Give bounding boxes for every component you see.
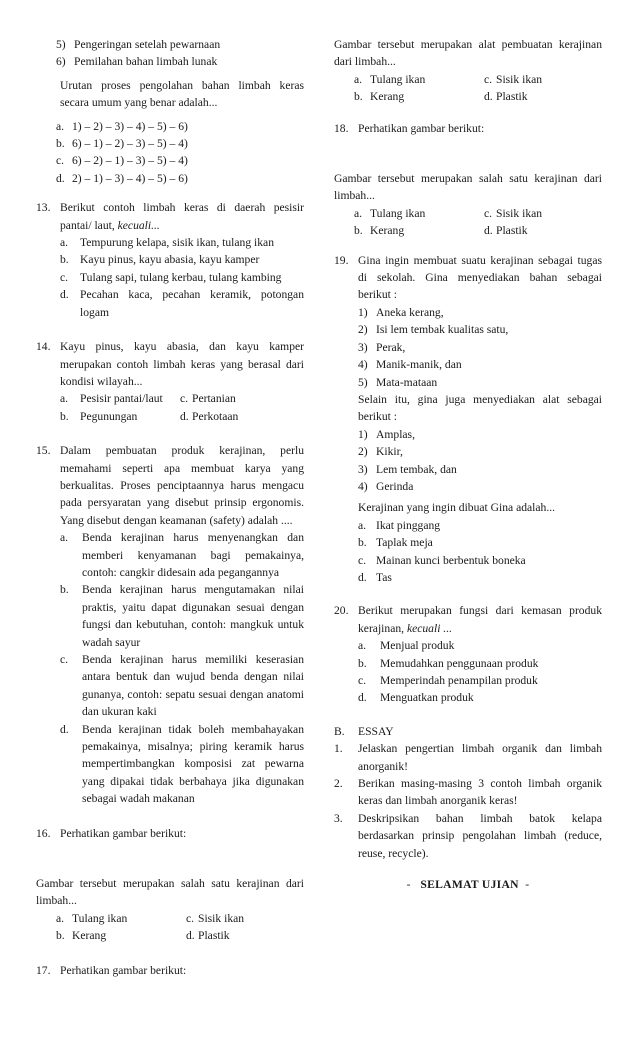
option-label: b. [354,90,363,104]
stem-text: Berikut merupakan fungsi dari kemasan produk kerajinan, [358,604,602,635]
option-label: c. [60,270,69,284]
option-label: b. [60,583,69,597]
option-text: Kerang [370,90,405,104]
option [56,152,304,169]
section-title: ESSAY [358,724,394,738]
essay-number: 2. [334,777,343,791]
option-label: d. [358,570,367,584]
list-number: 4) [358,358,368,372]
option-text: Tempurung kelapa, sisik ikan, tulang ikan [80,236,274,250]
essay-text: Jelaskan pengertian limbah organik dan limbah anorganik! [358,742,602,773]
option [56,927,186,944]
essay-number: 3. [334,811,343,825]
question-prompt: Kerajinan yang ingin dibuat Gina adalah... [358,501,556,515]
option [56,910,186,927]
option-label: a. [60,392,69,406]
option-label: b. [60,253,69,267]
question-number: 13. [36,201,51,215]
question-14 [36,338,304,425]
question-stem [358,602,602,637]
option [484,205,542,222]
option-label: a. [358,518,367,532]
list-number: 1) [358,427,368,441]
list-number: 3) [358,340,368,354]
option [60,390,180,407]
option-label: d. [484,90,493,104]
question-followup: Gambar tersebut merupakan salah satu kerajinan dari limbah... [36,877,304,908]
option-label: a. [354,72,363,86]
list-number: 3) [358,462,368,476]
option-row [354,205,602,222]
option-label: a. [60,531,69,545]
option [60,234,304,251]
essay-text: Berikan masing-masing 3 contoh limbah organik keras dan limbah anorganik keras! [358,777,602,808]
option-label: b. [56,929,65,943]
essay-section [334,723,602,862]
list-text: Perak, [376,340,406,354]
image-placeholder [36,842,304,875]
essay-item [334,810,602,862]
option [484,71,542,88]
option-row [56,927,304,944]
question-number: 18. [334,121,349,135]
option [56,170,304,187]
option-text: Tulang ikan [72,911,128,925]
question-number: 20. [334,604,349,618]
option-text: Menjual produk [380,639,455,653]
option-label: d. [186,929,195,943]
option-row [60,390,304,407]
stem-italic: kecuali ... [406,621,453,635]
closing-message: SELAMAT UJIAN [420,878,519,892]
essay-number: 1. [334,742,343,756]
essay-heading [334,723,602,740]
list-item [358,304,602,321]
step-number: 6) [56,55,66,69]
option-text: Pecahan kaca, pecahan keramik, potongan logam [80,288,304,319]
option-label: b. [358,536,367,550]
question-followup: Gambar tersebut merupakan salah satu kerajinan dari limbah... [334,172,602,203]
question-mid-text: Selain itu, gina juga menyediakan alat sebagai berikut : [358,392,602,424]
question-13 [36,199,304,321]
stem-italic: kecuali... [117,218,160,232]
option-text: Kerang [72,929,107,943]
question-number: 16. [36,826,51,840]
question-stem [60,199,304,234]
option [60,529,304,581]
list-item [358,339,602,356]
list-number: 4) [358,479,368,493]
option-text: Kerang [370,224,405,238]
option [180,408,238,425]
option [354,71,484,88]
option [354,205,484,222]
option-text: Pertanian [192,392,236,406]
step-text: Pengeringan setelah pewarnaan [74,38,221,51]
option-label: c. [180,392,189,406]
option-label: c. [358,674,367,687]
option-label: c. [186,911,195,925]
q17-followup: Gambar tersebut merupakan alat pembuatan kerajinan dari limbah... [334,38,602,69]
previous-steps-list [36,36,304,71]
option [358,655,602,672]
list-item [358,356,602,373]
list-number: 2) [358,445,368,459]
option [60,581,304,651]
option-text: Taplak meja [376,536,433,550]
list-number: 2) [358,323,368,337]
option [358,552,602,569]
option-text: Perkotaan [192,409,239,423]
option [56,118,304,135]
option-row [354,88,602,105]
question-stem: Perhatikan gambar berikut: [358,121,485,135]
question-16 [36,825,304,945]
option-label: b. [358,656,367,670]
option [358,689,602,706]
list-text: Amplas, [376,427,415,441]
list-text: Isi lem tembak kualitas satu, [376,323,509,337]
option [60,286,304,321]
option [358,672,602,689]
list-text: Lem tembak, dan [376,462,457,476]
list-item [358,478,602,495]
essay-item [334,775,602,810]
option [354,88,484,105]
question-stem: Gina ingin membuat suatu kerajinan sebagai tugas di sekolah. Gina menyediakan bahan sebagai berikut : [358,253,602,302]
essay-text: Deskripsikan bahan limbah batok kelapa berdasarkan prinsip pengolahan limbah (reduce, reuse, recycle). [358,811,602,860]
option-text: Memperindah penampilan produk [380,674,538,687]
question-number: 19. [334,253,349,267]
option-text: Sisik ikan [198,911,245,925]
option-label: a. [358,639,367,653]
section-label: B. [334,724,345,738]
question-stem: Perhatikan gambar berikut: [60,826,187,840]
option [60,408,180,425]
option-label: c. [56,154,65,168]
option [60,251,304,268]
option-text: Benda kerajinan tidak boleh membahayakan pemakainya, misalnya; piring keramik harus mempertimbangkan komposisi zat pewarna yang dipakai tidak berbahaya jika digunakan sebagai wadah makanan [82,722,304,806]
option-label: d. [180,409,189,423]
option-row [60,408,304,425]
option-label: a. [56,119,65,133]
option-label: a. [60,236,69,250]
option-text: Tas [376,570,392,584]
option-text: Memudahkan penggunaan produk [380,656,539,670]
option-label: d. [484,224,493,238]
option [358,569,602,586]
q12-options [36,118,304,188]
right-column [334,36,602,893]
question-number: 17. [36,963,51,977]
question-number: 14. [36,340,51,354]
option-text: Benda kerajinan harus mengutamakan nilai praktis, yaitu dapat digunakan sesuai dengan fungsi dan kebutuhan, contoh: mangkuk untuk wadah sayur [82,583,304,649]
list-item [358,426,602,443]
option-label: b. [56,137,65,151]
option-label: d. [56,171,65,185]
option-text: Tulang ikan [370,206,426,220]
option-text: 1) – 2) – 3) – 4) – 5) – 6) [72,119,188,133]
option [186,910,244,927]
option-text: Sisik ikan [496,206,543,220]
option-text: Menguatkan produk [380,691,474,705]
option-text: Pesisir pantai/laut [80,392,163,406]
stem-text: Berikut contoh limbah keras di daerah pesisir pantai/ laut, [60,201,304,232]
step-item [56,36,304,53]
option [358,534,602,551]
step-item [56,53,304,70]
option [186,927,230,944]
dash: - [525,878,530,892]
option [358,517,602,534]
step-text: Pemilahan bahan limbah lunak [74,55,218,69]
question-18 [334,120,602,240]
option-label: d. [60,288,69,302]
option-label: c. [358,553,367,567]
question-stem: Perhatikan gambar berikut: [60,963,187,977]
option-text: 6) – 2) – 1) – 3) – 5) – 4) [72,154,188,168]
option [484,222,528,239]
option-text: Mainan kunci berbentuk boneka [376,553,526,567]
list-item [358,321,602,338]
option-text: 2) – 1) – 3) – 4) – 5) – 6) [72,171,188,185]
option [60,651,304,721]
question-number: 15. [36,444,51,458]
option-text: Benda kerajinan harus memiliki keserasian antara bentuk dan wujud benda dengan nilai gunanya, contoh: sepatu sesuai dengan anatomi dan ukuran kaki [82,653,304,719]
essay-item [334,740,602,775]
image-placeholder [334,137,602,170]
list-text: Manik-manik, dan [376,358,462,372]
option-label: a. [56,911,65,925]
option-label: c. [60,653,69,666]
list-text: Mata-mataan [376,375,438,389]
option-label: b. [354,224,363,238]
option [180,390,236,407]
list-item [358,461,602,478]
option-text: Plastik [496,90,528,104]
option-label: b. [60,409,69,423]
option-row [56,910,304,927]
option-text: Pegunungan [80,409,138,423]
option-label: c. [484,206,493,220]
option-text: Kayu pinus, kayu abasia, kayu kamper [80,253,260,267]
left-column [36,36,304,979]
question-15 [36,442,304,808]
question-20 [334,602,602,706]
question-17 [36,962,304,979]
option [354,222,484,239]
option-text: Tulang ikan [370,72,426,86]
closing-text [334,876,602,893]
list-number: 1) [358,305,368,319]
list-number: 5) [358,375,368,389]
question-stem: Dalam pembuatan produk kerajinan, perlu memahami seperti apa membuat karya yang berkualitas. Proses penciptaannya harus mengacu pada persyaratan yang disebut prinsip ergonomis. Yang disebut dengan keamanan (safety) adalah .... [60,444,304,527]
list-item [358,443,602,460]
option-text: Sisik ikan [496,72,543,86]
option [60,269,304,286]
dash: - [406,878,411,892]
option [358,637,602,654]
question-19 [334,252,602,587]
option-label: d. [358,691,367,705]
question-stem: Kayu pinus, kayu abasia, dan kayu kamper merupakan contoh limbah keras yang berasal dari kondisi wilayah... [60,340,304,388]
step-number: 5) [56,38,66,51]
option-label: c. [484,72,493,86]
option-row [354,222,602,239]
option-text: Ikat pinggang [376,518,441,532]
option-text: Plastik [198,929,230,943]
option-row [354,71,602,88]
list-text: Gerinda [376,479,414,493]
option-text: Benda kerajinan harus menyenangkan dan memberi kenyamanan bagi pemakainya, contoh: cangkir didesain ada pegangannya [82,531,304,579]
q12-stem: Urutan proses pengolahan bahan limbah keras secara umum yang benar adalah... [60,78,304,110]
option [484,88,528,105]
option-text: Plastik [496,224,528,238]
option-label: a. [354,206,363,220]
list-text: Kikir, [376,445,403,459]
option-text: 6) – 1) – 2) – 3) – 5) – 4) [72,137,188,151]
option [56,135,304,152]
list-item [358,374,602,391]
option-label: d. [60,722,69,736]
option [60,721,304,808]
list-text: Aneka kerang, [376,305,444,319]
option-text: Tulang sapi, tulang kerbau, tulang kambing [80,270,282,284]
